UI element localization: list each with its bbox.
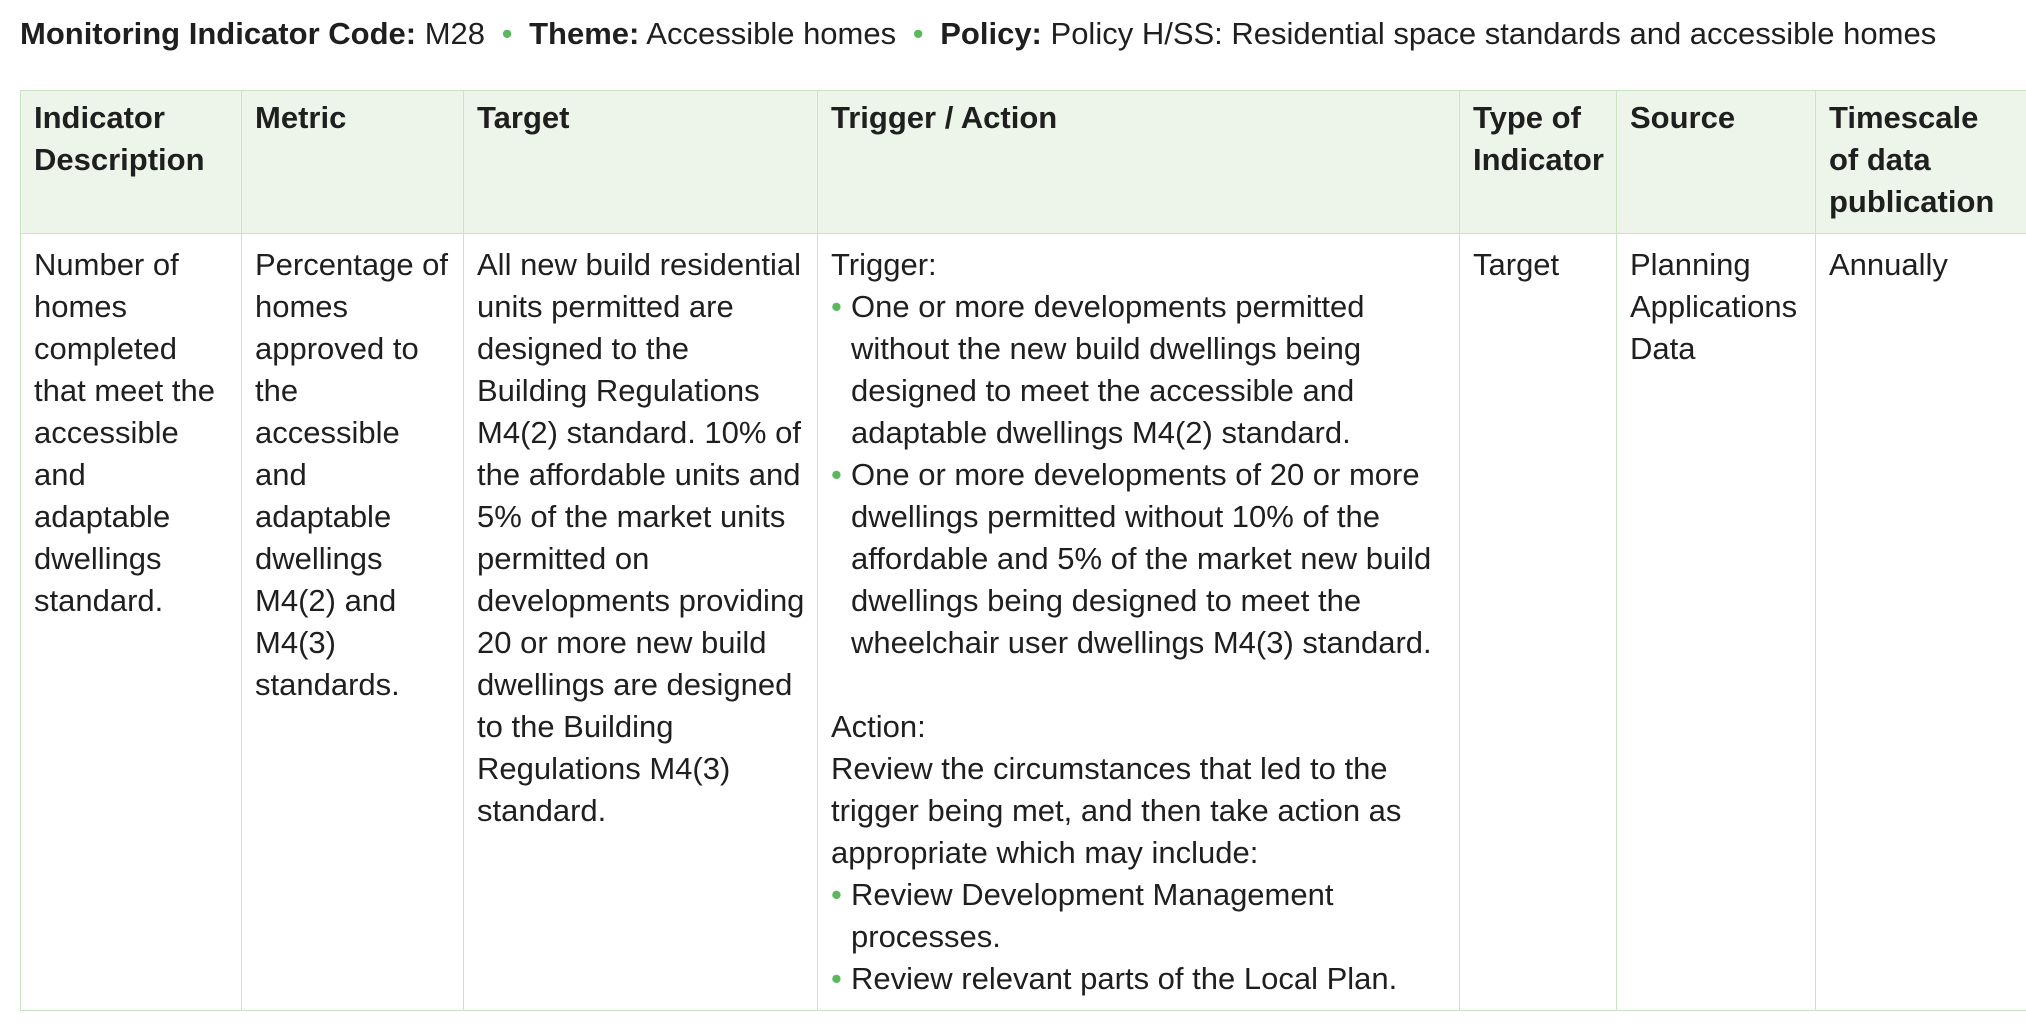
trigger-label: Trigger: [831,247,937,282]
action-label: Action: [831,709,926,744]
monitoring-table [20,90,2026,1011]
theme-value: Accessible homes [646,16,897,51]
cell-trigger-action [818,234,1460,1011]
header-type-of-indicator: Type of Indicator [1460,91,1617,234]
table-row [21,234,2026,1011]
header-metric: Metric [242,91,464,234]
indicator-meta-line [20,14,2006,54]
cell-timescale: Annually [1816,234,2026,1011]
bullet-dot: • [831,877,842,912]
list-item [831,454,1447,664]
bullet-dot: • [831,289,842,324]
code-label: Monitoring Indicator Code: [20,16,417,51]
separator-dot: • [912,16,924,51]
spacer [831,664,1447,706]
table-header-row [21,91,2026,234]
policy-value: Policy H/SS: Residential space standards and accessible homes [1050,16,1937,51]
action-item-text: Review relevant parts of the Local Plan. [851,961,1398,996]
policy-label: Policy: [940,16,1042,51]
trigger-item-text: One or more developments of 20 or more dwellings permitted without 10% of the affordable and 5% of the market new build dwellings being designed to meet the wheelchair user dwellings M4(3) standard. [851,457,1432,660]
cell-indicator-description: Number of homes completed that meet the accessible and adaptable dwellings standard. [21,234,242,1011]
list-item [831,958,1447,1000]
code-value: M28 [424,16,486,51]
cell-source: Planning Applications Data [1617,234,1816,1011]
cell-metric: Percentage of homes approved to the accessible and adaptable dwellings M4(2) and M4(3) standards. [242,234,464,1011]
action-text: Review the circumstances that led to the trigger being met, and then take action as appropriate which may include: [831,751,1402,870]
trigger-list [831,286,1447,664]
bullet-dot: • [831,961,842,996]
cell-target: All new build residential units permitted are designed to the Building Regulations M4(2) standard. 10% of the affordable units and 5% of the market units permitted on developments providing 20 or more new build dwellings are designed to the Building Regulations M4(3) standard. [464,234,818,1011]
action-item-text: Review Development Management processes. [851,877,1334,954]
trigger-item-text: One or more developments permitted without the new build dwellings being designed to meet the accessible and adaptable dwellings M4(2) standard. [851,289,1365,450]
cell-type-of-indicator: Target [1460,234,1617,1011]
header-trigger-action: Trigger / Action [818,91,1460,234]
header-target: Target [464,91,818,234]
theme-label: Theme: [529,16,640,51]
list-item [831,874,1447,958]
header-indicator-description: Indicator Description [21,91,242,234]
header-timescale: Timescale of data publication [1816,91,2026,234]
action-list [831,874,1447,1000]
header-source: Source [1617,91,1816,234]
bullet-dot: • [831,457,842,492]
separator-dot: • [501,16,513,51]
list-item [831,286,1447,454]
